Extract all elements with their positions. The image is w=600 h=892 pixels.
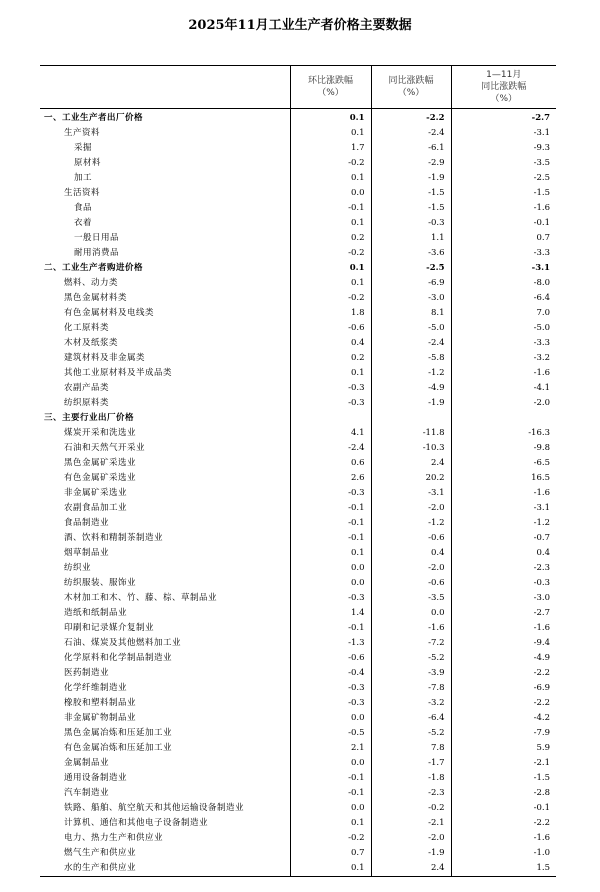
mom-value: 0.0 xyxy=(290,561,371,576)
ytd-yoy-value: -2.1 xyxy=(451,756,556,771)
table-row xyxy=(40,516,556,531)
row-label: 金属制品业 xyxy=(64,758,110,768)
mom-value: 0.1 xyxy=(290,261,371,276)
yoy-value: -1.5 xyxy=(371,201,451,216)
table-row xyxy=(40,636,556,651)
table-row xyxy=(40,351,556,366)
yoy-value: -1.2 xyxy=(371,366,451,381)
ytd-yoy-value: -2.2 xyxy=(451,816,556,831)
row-label: 化工原料类 xyxy=(64,323,110,333)
yoy-value xyxy=(371,411,451,426)
mom-value: -0.2 xyxy=(290,156,371,171)
table-row xyxy=(40,381,556,396)
table-row xyxy=(40,861,556,877)
row-label: 黑色金属材料类 xyxy=(64,293,128,303)
row-label: 一般日用品 xyxy=(74,233,120,243)
mom-value: -0.1 xyxy=(290,201,371,216)
ytd-yoy-value: -2.7 xyxy=(451,109,556,127)
ytd-yoy-value: -2.8 xyxy=(451,786,556,801)
row-label: 三、主要行业出厂价格 xyxy=(44,413,135,423)
row-label: 黑色金属矿采选业 xyxy=(64,458,137,468)
yoy-value: -5.2 xyxy=(371,651,451,666)
yoy-value: -2.1 xyxy=(371,816,451,831)
table-row xyxy=(40,141,556,156)
mom-value: 0.1 xyxy=(290,816,371,831)
row-label: 有色金属矿采选业 xyxy=(64,473,137,483)
mom-value: 0.1 xyxy=(290,276,371,291)
yoy-value: -1.9 xyxy=(371,171,451,186)
ytd-yoy-value: -3.1 xyxy=(451,261,556,276)
row-label: 农副食品加工业 xyxy=(64,503,128,513)
mom-value: -0.6 xyxy=(290,651,371,666)
mom-value: 0.0 xyxy=(290,756,371,771)
mom-value xyxy=(290,411,371,426)
yoy-value: 2.4 xyxy=(371,456,451,471)
row-label: 纺织业 xyxy=(64,563,92,573)
table-row xyxy=(40,786,556,801)
yoy-value: -6.9 xyxy=(371,276,451,291)
mom-value: -0.3 xyxy=(290,696,371,711)
row-label: 加工 xyxy=(74,173,93,183)
table-row xyxy=(40,126,556,141)
row-label: 计算机、通信和其他电子设备制造业 xyxy=(64,818,209,828)
mom-value: -0.4 xyxy=(290,666,371,681)
header-category xyxy=(40,66,290,109)
table-row xyxy=(40,306,556,321)
ytd-yoy-value: 16.5 xyxy=(451,471,556,486)
ytd-yoy-value: -3.5 xyxy=(451,156,556,171)
ytd-yoy-value: -1.6 xyxy=(451,366,556,381)
ytd-yoy-value: -3.1 xyxy=(451,501,556,516)
ytd-yoy-value: -0.1 xyxy=(451,216,556,231)
row-label: 一、工业生产者出厂价格 xyxy=(44,113,144,123)
ytd-yoy-value: -4.9 xyxy=(451,651,556,666)
ytd-yoy-value: 7.0 xyxy=(451,306,556,321)
ytd-yoy-value: -2.2 xyxy=(451,666,556,681)
mom-value: -0.2 xyxy=(290,291,371,306)
mom-value: 0.7 xyxy=(290,846,371,861)
ytd-yoy-value: -0.1 xyxy=(451,801,556,816)
ytd-yoy-value: -6.4 xyxy=(451,291,556,306)
mom-value: 0.1 xyxy=(290,171,371,186)
mom-value: 1.7 xyxy=(290,141,371,156)
page-title: 2025年11月工业生产者价格主要数据 xyxy=(188,18,412,33)
table-row xyxy=(40,321,556,336)
table-row xyxy=(40,756,556,771)
ytd-yoy-value: -6.5 xyxy=(451,456,556,471)
yoy-value: -10.3 xyxy=(371,441,451,456)
ytd-yoy-value: 0.4 xyxy=(451,546,556,561)
row-label: 木材及纸浆类 xyxy=(64,338,119,348)
mom-value: 2.1 xyxy=(290,741,371,756)
table-row xyxy=(40,801,556,816)
ytd-yoy-value: -5.0 xyxy=(451,321,556,336)
ytd-yoy-value: -9.4 xyxy=(451,636,556,651)
yoy-value: -3.6 xyxy=(371,246,451,261)
ytd-yoy-value: -3.3 xyxy=(451,246,556,261)
mom-value: 4.1 xyxy=(290,426,371,441)
table-row xyxy=(40,201,556,216)
row-label: 生产资料 xyxy=(64,128,101,138)
yoy-value: 7.8 xyxy=(371,741,451,756)
mom-value: -0.2 xyxy=(290,246,371,261)
ytd-yoy-value: -2.0 xyxy=(451,396,556,411)
yoy-value: -0.2 xyxy=(371,801,451,816)
section-row xyxy=(40,411,556,426)
yoy-value: -2.2 xyxy=(371,109,451,127)
row-label: 水的生产和供应业 xyxy=(40,861,290,877)
row-label: 黑色金属冶炼和压延加工业 xyxy=(64,728,173,738)
table-row xyxy=(40,216,556,231)
mom-value: 0.1 xyxy=(290,861,371,877)
table-row xyxy=(40,831,556,846)
yoy-value: -5.2 xyxy=(371,726,451,741)
ytd-yoy-value: -1.5 xyxy=(451,771,556,786)
table-row xyxy=(40,486,556,501)
ytd-yoy-value: -2.7 xyxy=(451,606,556,621)
ytd-yoy-value: -9.3 xyxy=(451,141,556,156)
ytd-yoy-value: -1.2 xyxy=(451,516,556,531)
ytd-yoy-value: -3.3 xyxy=(451,336,556,351)
yoy-value: -1.7 xyxy=(371,756,451,771)
mom-value: 0.0 xyxy=(290,186,371,201)
row-label: 石油和天然气开采业 xyxy=(64,443,146,453)
mom-value: 0.0 xyxy=(290,711,371,726)
row-label: 有色金属材料及电线类 xyxy=(64,308,155,318)
yoy-value: -2.9 xyxy=(371,156,451,171)
mom-value: -0.1 xyxy=(290,621,371,636)
row-label: 化学原料和化学制品制造业 xyxy=(64,653,173,663)
yoy-value: -1.6 xyxy=(371,621,451,636)
row-label: 其他工业原材料及半成品类 xyxy=(64,368,173,378)
yoy-value: -3.0 xyxy=(371,291,451,306)
table-row xyxy=(40,366,556,381)
yoy-value: -1.2 xyxy=(371,516,451,531)
table-row xyxy=(40,336,556,351)
ytd-yoy-value: -0.7 xyxy=(451,531,556,546)
ytd-yoy-value: -1.6 xyxy=(451,486,556,501)
ytd-yoy-value: -2.5 xyxy=(451,171,556,186)
row-label: 印刷和记录媒介复制业 xyxy=(64,623,155,633)
row-label: 化学纤维制造业 xyxy=(64,683,128,693)
row-label: 木材加工和木、竹、藤、棕、草制品业 xyxy=(64,593,218,603)
row-label: 造纸和纸制品业 xyxy=(64,608,128,618)
row-label: 电力、热力生产和供应业 xyxy=(64,833,164,843)
ytd-yoy-value: -7.9 xyxy=(451,726,556,741)
row-label: 石油、煤炭及其他燃料加工业 xyxy=(64,638,182,648)
yoy-value: -2.5 xyxy=(371,261,451,276)
yoy-value: -1.5 xyxy=(371,186,451,201)
yoy-value: -5.0 xyxy=(371,321,451,336)
mom-value: 0.1 xyxy=(290,109,371,127)
table-row xyxy=(40,531,556,546)
section-row xyxy=(40,109,556,127)
row-label: 耐用消费品 xyxy=(74,248,120,258)
row-label: 衣着 xyxy=(74,218,93,228)
table-row xyxy=(40,816,556,831)
row-label: 非金属矿物制品业 xyxy=(64,713,137,723)
table-row xyxy=(40,441,556,456)
ytd-yoy-value: -0.3 xyxy=(451,576,556,591)
ytd-yoy-value: 0.7 xyxy=(451,231,556,246)
ytd-yoy-value: -3.2 xyxy=(451,351,556,366)
yoy-value: -2.0 xyxy=(371,501,451,516)
row-label: 纺织原料类 xyxy=(64,398,110,408)
mom-value: 1.8 xyxy=(290,306,371,321)
yoy-value: -0.3 xyxy=(371,216,451,231)
ytd-yoy-value: -9.8 xyxy=(451,441,556,456)
mom-value: 1.4 xyxy=(290,606,371,621)
table-row xyxy=(40,231,556,246)
yoy-value: -0.6 xyxy=(371,531,451,546)
mom-value: -0.1 xyxy=(290,531,371,546)
yoy-value: 2.4 xyxy=(371,861,451,877)
yoy-value: -0.6 xyxy=(371,576,451,591)
table-row xyxy=(40,666,556,681)
row-label: 有色金属冶炼和压延加工业 xyxy=(64,743,173,753)
mom-value: -0.5 xyxy=(290,726,371,741)
row-label: 煤炭开采和洗选业 xyxy=(64,428,137,438)
yoy-value: 8.1 xyxy=(371,306,451,321)
header-ytd-yoy: 1—11月 同比涨跌幅 （%） xyxy=(451,66,556,109)
yoy-value: -1.9 xyxy=(371,396,451,411)
table-row xyxy=(40,606,556,621)
row-label: 铁路、船舶、航空航天和其他运输设备制造业 xyxy=(64,803,245,813)
yoy-value: -5.8 xyxy=(371,351,451,366)
yoy-value: -6.4 xyxy=(371,711,451,726)
mom-value: -0.3 xyxy=(290,381,371,396)
ytd-yoy-value: -1.6 xyxy=(451,831,556,846)
ytd-yoy-value: -6.9 xyxy=(451,681,556,696)
table-row xyxy=(40,561,556,576)
yoy-value: -2.3 xyxy=(371,786,451,801)
ytd-yoy-value: -1.0 xyxy=(451,846,556,861)
row-label: 食品制造业 xyxy=(64,518,110,528)
mom-value: 0.1 xyxy=(290,366,371,381)
mom-value: 0.6 xyxy=(290,456,371,471)
row-label: 食品 xyxy=(74,203,93,213)
table-row xyxy=(40,741,556,756)
ytd-yoy-value: -1.5 xyxy=(451,186,556,201)
yoy-value: -7.8 xyxy=(371,681,451,696)
table-row xyxy=(40,396,556,411)
mom-value: 0.0 xyxy=(290,801,371,816)
table-row xyxy=(40,291,556,306)
table-header-row xyxy=(40,66,556,109)
yoy-value: -3.5 xyxy=(371,591,451,606)
table-row xyxy=(40,726,556,741)
mom-value: 2.6 xyxy=(290,471,371,486)
table-row xyxy=(40,651,556,666)
mom-value: -0.6 xyxy=(290,321,371,336)
yoy-value: -2.4 xyxy=(371,336,451,351)
table-row xyxy=(40,591,556,606)
table-row xyxy=(40,681,556,696)
yoy-value: -7.2 xyxy=(371,636,451,651)
mom-value: -0.1 xyxy=(290,501,371,516)
table-row xyxy=(40,246,556,261)
ytd-yoy-value: -2.2 xyxy=(451,696,556,711)
ytd-yoy-value: -16.3 xyxy=(451,426,556,441)
row-label: 医药制造业 xyxy=(64,668,110,678)
table-row xyxy=(40,771,556,786)
table-row xyxy=(40,576,556,591)
mom-value: -0.3 xyxy=(290,486,371,501)
mom-value: -1.3 xyxy=(290,636,371,651)
row-label: 建筑材料及非金属类 xyxy=(64,353,146,363)
mom-value: 0.2 xyxy=(290,231,371,246)
mom-value: -0.3 xyxy=(290,681,371,696)
yoy-value: -3.2 xyxy=(371,696,451,711)
yoy-value: -2.4 xyxy=(371,126,451,141)
table-row xyxy=(40,171,556,186)
row-label: 生活资料 xyxy=(64,188,101,198)
section-row xyxy=(40,261,556,276)
yoy-value: -2.0 xyxy=(371,831,451,846)
row-label: 燃料、动力类 xyxy=(64,278,119,288)
ytd-yoy-value: -1.6 xyxy=(451,621,556,636)
mom-value: -2.4 xyxy=(290,441,371,456)
mom-value: -0.1 xyxy=(290,786,371,801)
table-row xyxy=(40,501,556,516)
yoy-value: -6.1 xyxy=(371,141,451,156)
header-mom: 环比涨跌幅 （%） xyxy=(290,66,371,109)
ytd-yoy-value: -4.1 xyxy=(451,381,556,396)
row-label: 汽车制造业 xyxy=(64,788,110,798)
mom-value: 0.0 xyxy=(290,576,371,591)
yoy-value: 20.2 xyxy=(371,471,451,486)
yoy-value: -11.8 xyxy=(371,426,451,441)
table-row xyxy=(40,426,556,441)
table-row xyxy=(40,276,556,291)
mom-value: 0.1 xyxy=(290,126,371,141)
table-row xyxy=(40,546,556,561)
mom-value: -0.2 xyxy=(290,831,371,846)
table-row xyxy=(40,711,556,726)
row-label: 纺织服装、服饰业 xyxy=(64,578,137,588)
yoy-value: 0.4 xyxy=(371,546,451,561)
row-label: 原材料 xyxy=(74,158,102,168)
row-label: 燃气生产和供应业 xyxy=(64,848,137,858)
mom-value: -0.1 xyxy=(290,516,371,531)
table-row xyxy=(40,156,556,171)
row-label: 酒、饮料和精制茶制造业 xyxy=(64,533,164,543)
yoy-value: -1.9 xyxy=(371,846,451,861)
yoy-value: -2.0 xyxy=(371,561,451,576)
ytd-yoy-value xyxy=(451,411,556,426)
ytd-yoy-value: 5.9 xyxy=(451,741,556,756)
mom-value: 0.1 xyxy=(290,546,371,561)
ytd-yoy-value: -8.0 xyxy=(451,276,556,291)
mom-value: -0.3 xyxy=(290,591,371,606)
mom-value: 0.4 xyxy=(290,336,371,351)
table-row xyxy=(40,186,556,201)
row-label: 采掘 xyxy=(74,143,93,153)
mom-value: -0.3 xyxy=(290,396,371,411)
row-label: 二、工业生产者购进价格 xyxy=(44,263,144,273)
ytd-yoy-value: -4.2 xyxy=(451,711,556,726)
yoy-value: -3.1 xyxy=(371,486,451,501)
ppi-data-table xyxy=(40,65,556,877)
table-row xyxy=(40,456,556,471)
table-row xyxy=(40,621,556,636)
row-label: 橡胶和塑料制品业 xyxy=(64,698,137,708)
table-row xyxy=(40,696,556,711)
mom-value: -0.1 xyxy=(290,771,371,786)
ytd-yoy-value: -1.6 xyxy=(451,201,556,216)
ytd-yoy-value: -3.0 xyxy=(451,591,556,606)
yoy-value: 1.1 xyxy=(371,231,451,246)
ytd-yoy-value: -3.1 xyxy=(451,126,556,141)
yoy-value: 0.0 xyxy=(371,606,451,621)
table-row xyxy=(40,471,556,486)
row-label: 烟草制品业 xyxy=(64,548,110,558)
row-label: 非金属矿采选业 xyxy=(64,488,128,498)
ytd-yoy-value: 1.5 xyxy=(451,861,556,877)
row-label: 农副产品类 xyxy=(64,383,110,393)
ytd-yoy-value: -2.3 xyxy=(451,561,556,576)
table-row xyxy=(40,846,556,861)
yoy-value: -1.8 xyxy=(371,771,451,786)
yoy-value: -4.9 xyxy=(371,381,451,396)
mom-value: 0.1 xyxy=(290,216,371,231)
yoy-value: -3.9 xyxy=(371,666,451,681)
header-yoy: 同比涨跌幅 （%） xyxy=(371,66,451,109)
row-label: 通用设备制造业 xyxy=(64,773,128,783)
mom-value: 0.2 xyxy=(290,351,371,366)
